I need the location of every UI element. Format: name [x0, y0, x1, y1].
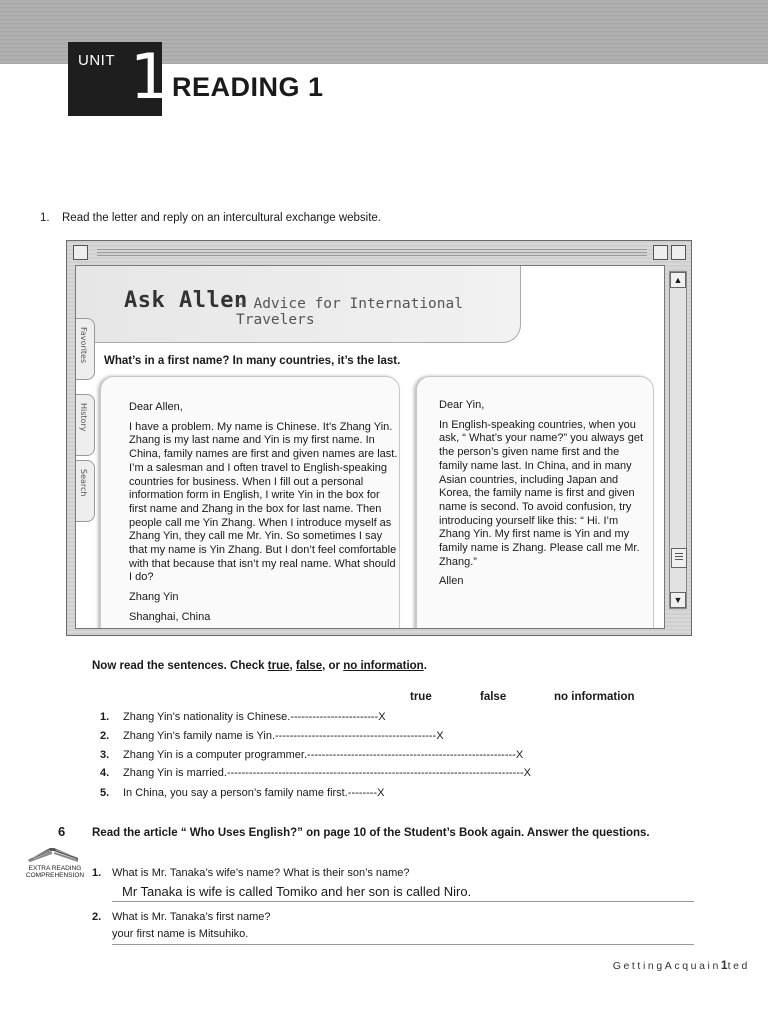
- browser-window: [66, 240, 692, 636]
- letter-location: Shanghai, China: [129, 610, 211, 623]
- scroll-down-icon: ▼: [670, 592, 686, 608]
- unit-number: 1: [130, 40, 170, 113]
- statement-item: 4. Zhang Yin is married.---------------------------------------------------------------------------------X: [100, 767, 531, 779]
- reply-card: [416, 376, 654, 629]
- zoom-box-icon: [653, 245, 668, 260]
- tab-history: History: [76, 394, 95, 456]
- letter-greeting: Dear Allen,: [129, 401, 183, 413]
- answer-line: [112, 901, 694, 902]
- statement-item: 1. Zhang Yin’s nationality is Chinese.------------------------X: [100, 711, 386, 723]
- book-icon: [24, 842, 82, 864]
- article-question: What’s in a first name? In many countries, it’s the last.: [104, 355, 401, 367]
- section6-instruction: Read the article “ Who Uses English?” on page 10 of the Student’s Book again. Answer the questions.: [92, 827, 650, 839]
- answer-line: [112, 944, 694, 945]
- scrollbar: [669, 271, 687, 609]
- site-subtitle: — Advice for International Travelers: [236, 296, 463, 328]
- site-title: Ask Allen: [124, 288, 248, 313]
- collapse-box-icon: [671, 245, 686, 260]
- option-noinfo-label: no information: [343, 660, 424, 672]
- check-instruction: Now read the sentences. Check true, false, or no information.: [92, 660, 427, 672]
- option-false-label: false: [295, 660, 323, 672]
- answer-1: Mr Tanaka is wife is called Tomiko and her son is called Niro.: [122, 884, 472, 899]
- reply-body: In English-speaking countries, when you ask, “ What’s your name?” you always get the person’s given name first and the family name last. In China, and in many Asian countries, including Japan and Korea, the family name is first and given name is second. To avoid confusion, try introducing yourself like this: “ Hi. I’m Zhang Yin. My first name is Yin and my family name is Zhang. Please call me Mr. Zhang.”: [439, 418, 643, 568]
- answer-2: your first name is Mitsuhiko.: [112, 928, 249, 940]
- statement-item: 3. Zhang Yin is a computer programmer.---------------------------------------------------------X: [100, 749, 524, 761]
- extra-reading-label: EXTRA READING COMPREHENSION: [25, 865, 85, 879]
- letter-text: [129, 401, 399, 629]
- section1-instruction: [40, 212, 381, 224]
- question-1: 1. What is Mr. Tanaka’s wife’s name? What is their son’s name?: [92, 867, 410, 879]
- statement-item: 2. Zhang Yin’s family name is Yin.--------------------------------------------X: [100, 730, 444, 742]
- letter-card: [100, 376, 400, 629]
- column-true: true: [410, 691, 432, 703]
- section1-text: Read the letter and reply on an intercultural exchange website.: [62, 212, 382, 224]
- tab-favorites: Favorites: [76, 318, 95, 380]
- page-footer: GettingAcquain1ted: [612, 958, 750, 972]
- site-header: [76, 266, 521, 343]
- unit-label: UNIT: [78, 52, 115, 69]
- unit-badge: [68, 40, 170, 116]
- reply-text: [439, 399, 647, 595]
- page-title: READING 1: [172, 72, 324, 102]
- titlebar-stripes: [97, 249, 647, 257]
- close-box-icon: [73, 245, 88, 260]
- browser-titlebar: [73, 245, 685, 261]
- tab-search: Search: [76, 460, 95, 522]
- letter-signature: Zhang Yin: [129, 591, 179, 604]
- reply-greeting: Dear Yin,: [439, 399, 485, 411]
- section1-number: 1.: [40, 212, 50, 224]
- question-2: 2. What is Mr. Tanaka’s first name?: [92, 911, 271, 923]
- section6-number: 6: [58, 824, 66, 839]
- option-true-label: true: [267, 660, 290, 672]
- reply-signature: Allen: [439, 575, 464, 588]
- scroll-up-icon: ▲: [670, 272, 686, 288]
- column-false: false: [480, 691, 507, 703]
- column-no-information: no information: [554, 691, 635, 703]
- browser-content: [75, 265, 665, 629]
- statement-item: 5. In China, you say a person’s family name first.--------X: [100, 787, 385, 799]
- scroll-thumb: [671, 548, 687, 568]
- letter-body: I have a problem. My name is Chinese. It’s Zhang Yin. Zhang is my last name and Yin is my first name. In China, family names are first and given names are last. I’m a salesman and I often travel to English-speaking countries for business. When I fill out a personal information form in English, I write Yin in the box for first name and Zhang in the box for last name. Then people call me Yin Zhang. When I introduce myself as Zhang Yin, they call me Mr. Yin. So sometimes I say that my name is Yin Zhang. But I don’t feel comfortable with that because that isn’t my real name. What should I do?: [129, 420, 398, 584]
